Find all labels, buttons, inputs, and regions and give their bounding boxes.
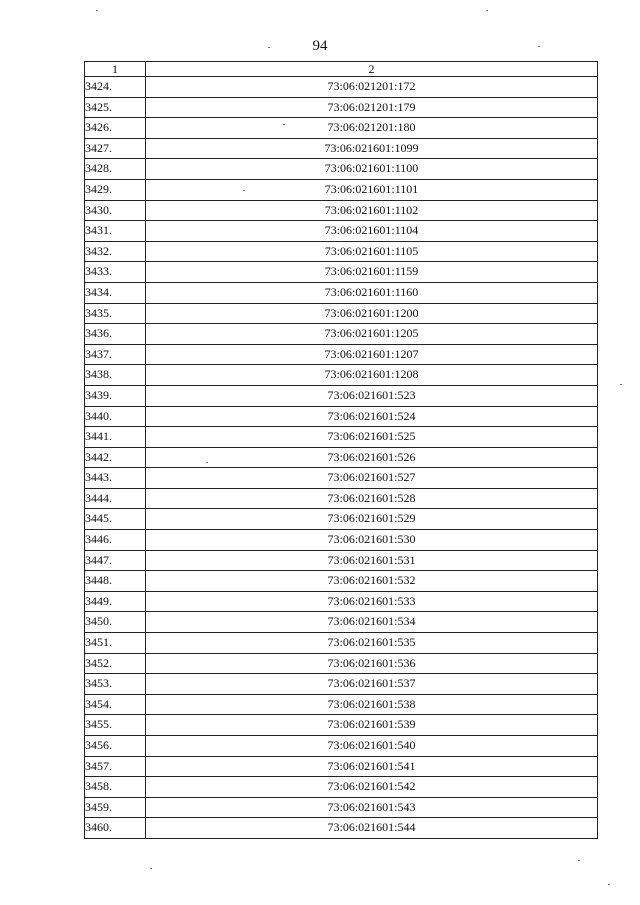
cadastral-number-cell: 73:06:021601:1099 <box>146 138 598 159</box>
table-row <box>85 324 598 345</box>
scan-speck <box>96 10 98 11</box>
table-row <box>85 262 598 283</box>
scan-speck <box>283 124 285 125</box>
row-number-cell: 3453. <box>85 674 146 695</box>
row-number-cell: 3446. <box>85 530 146 551</box>
row-number-cell: 3444. <box>85 488 146 509</box>
table-row <box>85 756 598 777</box>
scan-speck <box>268 47 270 48</box>
table-row <box>85 427 598 448</box>
table-row <box>85 468 598 489</box>
table-row <box>85 221 598 242</box>
cadastral-number-cell: 73:06:021601:1208 <box>146 365 598 386</box>
table-row <box>85 200 598 221</box>
table-row <box>85 447 598 468</box>
row-number-cell: 3457. <box>85 756 146 777</box>
table-row <box>85 179 598 200</box>
cadastral-number-cell: 73:06:021601:537 <box>146 674 598 695</box>
row-number-cell: 3456. <box>85 736 146 757</box>
row-number-cell: 3425. <box>85 97 146 118</box>
cadastral-number-cell: 73:06:021601:524 <box>146 406 598 427</box>
row-number-cell: 3460. <box>85 818 146 839</box>
cadastral-number-cell: 73:06:021601:539 <box>146 715 598 736</box>
table-row <box>85 653 598 674</box>
cadastral-number-cell: 73:06:021601:544 <box>146 818 598 839</box>
cadastral-number-cell: 73:06:021601:541 <box>146 756 598 777</box>
table-row <box>85 488 598 509</box>
table-row <box>85 633 598 654</box>
table-row <box>85 530 598 551</box>
table-row <box>85 77 598 98</box>
row-number-cell: 3451. <box>85 633 146 654</box>
cadastral-number-cell: 73:06:021601:1205 <box>146 324 598 345</box>
cadastral-number-cell: 73:06:021201:179 <box>146 97 598 118</box>
scan-speck <box>620 384 622 385</box>
row-number-cell: 3424. <box>85 77 146 98</box>
row-number-cell: 3435. <box>85 303 146 324</box>
table-row <box>85 118 598 139</box>
scan-speck <box>608 884 610 885</box>
cadastral-number-cell: 73:06:021601:1105 <box>146 241 598 262</box>
table-row <box>85 571 598 592</box>
column-header-cadastral-number: 2 <box>146 62 598 77</box>
row-number-cell: 3440. <box>85 406 146 427</box>
table-row <box>85 674 598 695</box>
table-row <box>85 509 598 530</box>
row-number-cell: 3430. <box>85 200 146 221</box>
cadastral-number-cell: 73:06:021601:528 <box>146 488 598 509</box>
cadastral-number-cell: 73:06:021201:172 <box>146 77 598 98</box>
table-row <box>85 97 598 118</box>
table-row <box>85 797 598 818</box>
cadastral-number-cell: 73:06:021601:1104 <box>146 221 598 242</box>
row-number-cell: 3437. <box>85 344 146 365</box>
scan-speck <box>578 860 580 861</box>
page-number: 94 <box>312 38 328 54</box>
row-number-cell: 3455. <box>85 715 146 736</box>
cadastral-number-cell: 73:06:021601:543 <box>146 797 598 818</box>
row-number-cell: 3445. <box>85 509 146 530</box>
table-row <box>85 612 598 633</box>
cadastral-number-cell: 73:06:021601:535 <box>146 633 598 654</box>
table-row <box>85 344 598 365</box>
row-number-cell: 3438. <box>85 365 146 386</box>
cadastral-number-cell: 73:06:021601:536 <box>146 653 598 674</box>
cadastral-number-cell: 73:06:021601:542 <box>146 777 598 798</box>
row-number-cell: 3439. <box>85 385 146 406</box>
scan-speck <box>150 868 152 869</box>
table-row <box>85 282 598 303</box>
row-number-cell: 3432. <box>85 241 146 262</box>
row-number-cell: 3452. <box>85 653 146 674</box>
cadastral-number-cell: 73:06:021601:533 <box>146 591 598 612</box>
row-number-cell: 3441. <box>85 427 146 448</box>
scan-speck <box>538 46 540 47</box>
table-row <box>85 241 598 262</box>
row-number-cell: 3431. <box>85 221 146 242</box>
table-row <box>85 736 598 757</box>
cadastral-number-cell: 73:06:021601:532 <box>146 571 598 592</box>
table-row <box>85 385 598 406</box>
table-row <box>85 818 598 839</box>
table-row <box>85 406 598 427</box>
table-row <box>85 591 598 612</box>
table-row <box>85 303 598 324</box>
table-row <box>85 138 598 159</box>
row-number-cell: 3458. <box>85 777 146 798</box>
cadastral-number-cell: 73:06:021601:527 <box>146 468 598 489</box>
scan-speck <box>243 190 245 191</box>
row-number-cell: 3447. <box>85 550 146 571</box>
row-number-cell: 3434. <box>85 282 146 303</box>
row-number-cell: 3433. <box>85 262 146 283</box>
row-number-cell: 3442. <box>85 447 146 468</box>
row-number-cell: 3436. <box>85 324 146 345</box>
table-row <box>85 694 598 715</box>
row-number-cell: 3443. <box>85 468 146 489</box>
cadastral-number-cell: 73:06:021601:1101 <box>146 179 598 200</box>
cadastral-number-cell: 73:06:021601:1200 <box>146 303 598 324</box>
row-number-cell: 3426. <box>85 118 146 139</box>
row-number-cell: 3449. <box>85 591 146 612</box>
row-number-cell: 3448. <box>85 571 146 592</box>
scan-speck <box>486 10 488 11</box>
table-row <box>85 715 598 736</box>
cadastral-number-cell: 73:06:021601:540 <box>146 736 598 757</box>
row-number-cell: 3427. <box>85 138 146 159</box>
cadastral-number-cell: 73:06:021601:1160 <box>146 282 598 303</box>
table-row <box>85 159 598 180</box>
table-row <box>85 777 598 798</box>
cadastral-number-cell: 73:06:021201:180 <box>146 118 598 139</box>
cadastral-number-cell: 73:06:021601:529 <box>146 509 598 530</box>
cadastral-number-cell: 73:06:021601:1159 <box>146 262 598 283</box>
cadastral-number-cell: 73:06:021601:1102 <box>146 200 598 221</box>
cadastral-number-cell: 73:06:021601:530 <box>146 530 598 551</box>
cadastral-number-cell: 73:06:021601:534 <box>146 612 598 633</box>
cadastral-number-cell: 73:06:021601:1207 <box>146 344 598 365</box>
column-header-number: 1 <box>85 62 146 77</box>
cadastral-number-cell: 73:06:021601:525 <box>146 427 598 448</box>
cadastral-number-cell: 73:06:021601:1100 <box>146 159 598 180</box>
cadastral-table <box>84 61 598 839</box>
row-number-cell: 3450. <box>85 612 146 633</box>
scan-speck <box>206 462 208 463</box>
table-body <box>85 77 598 839</box>
row-number-cell: 3454. <box>85 694 146 715</box>
table-row <box>85 550 598 571</box>
cadastral-number-cell: 73:06:021601:531 <box>146 550 598 571</box>
row-number-cell: 3429. <box>85 179 146 200</box>
cadastral-number-cell: 73:06:021601:523 <box>146 385 598 406</box>
table-header-row <box>85 62 598 77</box>
cadastral-number-cell: 73:06:021601:526 <box>146 447 598 468</box>
table-row <box>85 365 598 386</box>
row-number-cell: 3459. <box>85 797 146 818</box>
cadastral-number-cell: 73:06:021601:538 <box>146 694 598 715</box>
row-number-cell: 3428. <box>85 159 146 180</box>
